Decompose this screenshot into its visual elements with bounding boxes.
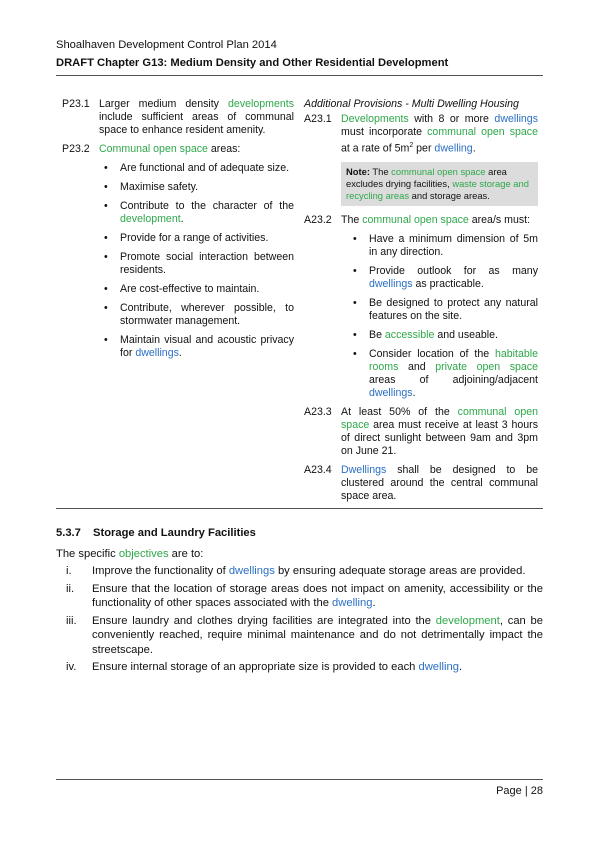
- bullet-list: [104, 162, 294, 360]
- text-run: Improve the functionality of: [92, 565, 229, 577]
- list-item: [56, 564, 543, 579]
- defined-term-link[interactable]: waste storage and recycling areas: [346, 177, 529, 201]
- defined-term-link[interactable]: Communal open space: [99, 143, 208, 155]
- provision-number: A23.1: [304, 113, 332, 125]
- text-run: area excludes drying facilities,: [346, 165, 507, 189]
- provision-number: P23.2: [62, 143, 90, 155]
- section-title: Storage and Laundry Facilities: [93, 527, 256, 539]
- text-run: area/s must:: [468, 213, 531, 226]
- text-run: areas of adjoining/adjacent: [369, 373, 538, 386]
- text-run: include sufficient areas of communal space to enhance resident amenity.: [99, 111, 294, 136]
- text-run: with 8 or more: [408, 113, 495, 125]
- defined-term-link[interactable]: dwellings: [494, 113, 538, 125]
- defined-term-link[interactable]: Dwellings: [341, 463, 387, 476]
- text-run: per: [413, 142, 435, 155]
- provision-number: P23.1: [62, 98, 90, 110]
- provision-text: [341, 214, 538, 227]
- list-item: [56, 582, 543, 611]
- text-run: by ensuring adequate storage areas are provided.: [274, 565, 526, 577]
- column-heading: Additional Provisions - Multi Dwelling Housing: [304, 98, 519, 110]
- text-run: The: [341, 213, 363, 226]
- defined-term-link[interactable]: accessible: [384, 328, 435, 341]
- text-run: .: [180, 213, 184, 225]
- item-text: [92, 660, 543, 675]
- list-item: • Are cost-effective to maintain.: [104, 283, 294, 296]
- text-run: .: [472, 142, 476, 155]
- defined-term-link[interactable]: dwellings: [369, 277, 413, 290]
- chapter-title: DRAFT Chapter G13: Medium Density and Other Residential Development: [56, 57, 449, 69]
- text-run: are to:: [168, 548, 204, 560]
- defined-term-link[interactable]: communal open space: [391, 165, 486, 177]
- bullet-list: [353, 233, 538, 400]
- text-run: Be: [369, 328, 385, 341]
- text-run: .: [178, 347, 182, 359]
- list-item: [56, 614, 543, 658]
- superscript: 2: [409, 142, 414, 149]
- defined-term-link[interactable]: dwelling: [332, 597, 373, 609]
- list-item: • Promote social interaction between residents.: [104, 251, 294, 277]
- list-item: • Be designed to protect any natural features on the site.: [353, 297, 538, 323]
- performance-criteria-column: [62, 98, 294, 366]
- text-run: Maintain visual and acoustic privacy for: [120, 334, 294, 359]
- defined-term-link[interactable]: communal open space: [341, 405, 538, 431]
- provision-text: [341, 406, 538, 458]
- list-item: • Have a minimum dimension of 5m in any direction.: [353, 233, 538, 259]
- text-run: shall be designed to be clustered around the central communal space area.: [341, 463, 538, 502]
- provision-number: A23.2: [304, 213, 332, 226]
- section-number: 5.3.7: [56, 527, 81, 539]
- objectives-list: [56, 564, 543, 675]
- list-item: [104, 334, 294, 360]
- list-item: [353, 265, 538, 291]
- provision-text: [341, 464, 538, 503]
- table-bottom-rule: [56, 508, 543, 509]
- defined-term-link[interactable]: Developments: [341, 113, 409, 125]
- defined-term-link[interactable]: dwelling: [434, 142, 473, 155]
- defined-term-link[interactable]: developments: [228, 98, 294, 110]
- defined-term-link[interactable]: development: [120, 213, 181, 225]
- footer-rule: [56, 779, 543, 780]
- item-text: [92, 564, 543, 579]
- defined-term-link[interactable]: communal open space: [362, 213, 469, 226]
- text-run: Ensure internal storage of an appropriate size is provided to each: [92, 661, 419, 673]
- text-run: .: [412, 386, 416, 399]
- text-run: and: [398, 360, 436, 373]
- list-item: [353, 348, 538, 400]
- text-run: Ensure laundry and clothes drying facilities are integrated into the: [92, 614, 436, 627]
- provision-a23-4: [304, 464, 538, 503]
- section-heading: [56, 526, 543, 540]
- provision-p23-2: [62, 143, 294, 156]
- page-header: [56, 38, 544, 70]
- provision-p23-1: [62, 98, 294, 137]
- text-run: and useable.: [434, 328, 498, 341]
- defined-term-link[interactable]: objectives: [118, 548, 169, 560]
- item-text: [92, 614, 543, 658]
- list-item: [353, 329, 538, 342]
- section-intro: [56, 547, 543, 561]
- list-item: • Contribute, wherever possible, to stormwater management.: [104, 302, 294, 328]
- provision-text: [99, 98, 294, 137]
- text-run: Larger medium density: [99, 98, 229, 110]
- text-run: as practicable.: [412, 277, 484, 290]
- defined-term-link[interactable]: dwelling: [418, 661, 459, 673]
- text-run: The: [369, 165, 392, 177]
- page-number: Page | 28: [496, 785, 543, 797]
- defined-term-link[interactable]: private open space: [435, 360, 538, 373]
- item-numeral: ii.: [66, 582, 75, 595]
- provision-number: A23.4: [304, 463, 332, 476]
- text-run: , can be conveniently reached, require minimal maintenance and do not detrimentally impact the streetscape.: [92, 614, 543, 656]
- header-rule: [56, 75, 543, 76]
- provision-number: A23.3: [304, 405, 332, 418]
- text-run: .: [372, 597, 376, 609]
- provision-a23-2: [304, 214, 538, 227]
- provision-text: [99, 143, 294, 156]
- defined-term-link[interactable]: development: [435, 614, 500, 627]
- defined-term-link[interactable]: dwellings: [369, 386, 413, 399]
- section-5-3-7: [56, 526, 543, 678]
- text-run: areas:: [207, 143, 241, 155]
- defined-term-link[interactable]: habitable rooms: [369, 347, 538, 373]
- list-item: [56, 660, 543, 675]
- item-text: [92, 582, 543, 611]
- provision-text: [341, 113, 538, 156]
- text-run: Ensure that the location of storage areas does not impact on amenity, accessibility or the functionality of other spaces associated with the: [92, 582, 543, 609]
- defined-term-link[interactable]: dwellings: [135, 347, 179, 359]
- text-run: Consider location of the: [369, 347, 495, 360]
- note-box: [341, 162, 538, 206]
- list-item: • Maximise safety.: [104, 181, 294, 194]
- text-run: area must receive at least 3 hours of direct sunlight between 9am and 3pm on June 21.: [341, 418, 538, 457]
- note-label: Note:: [346, 165, 370, 177]
- item-numeral: i.: [66, 565, 72, 577]
- text-run: at a rate of 5m: [341, 142, 410, 155]
- text-run: The specific: [56, 548, 119, 560]
- text-run: Provide outlook for as many: [369, 264, 538, 277]
- text-run: .: [458, 661, 463, 673]
- text-run: must incorporate: [341, 126, 428, 138]
- defined-term-link[interactable]: communal open space: [427, 126, 538, 138]
- provision-a23-1: [304, 113, 538, 156]
- list-item: • Are functional and of adequate size.: [104, 162, 294, 175]
- text-run: At least 50% of the: [341, 405, 458, 418]
- acceptable-solutions-column: [304, 98, 538, 509]
- text-run: and storage areas.: [409, 189, 490, 201]
- list-item: • Provide for a range of activities.: [104, 232, 294, 245]
- provision-a23-3: [304, 406, 538, 458]
- defined-term-link[interactable]: dwellings: [228, 565, 275, 577]
- document-title: Shoalhaven Development Control Plan 2014: [56, 39, 277, 51]
- text-run: Contribute to the character of the: [120, 200, 294, 212]
- item-numeral: iii.: [66, 614, 77, 627]
- list-item: [104, 200, 294, 226]
- item-numeral: iv.: [66, 661, 77, 673]
